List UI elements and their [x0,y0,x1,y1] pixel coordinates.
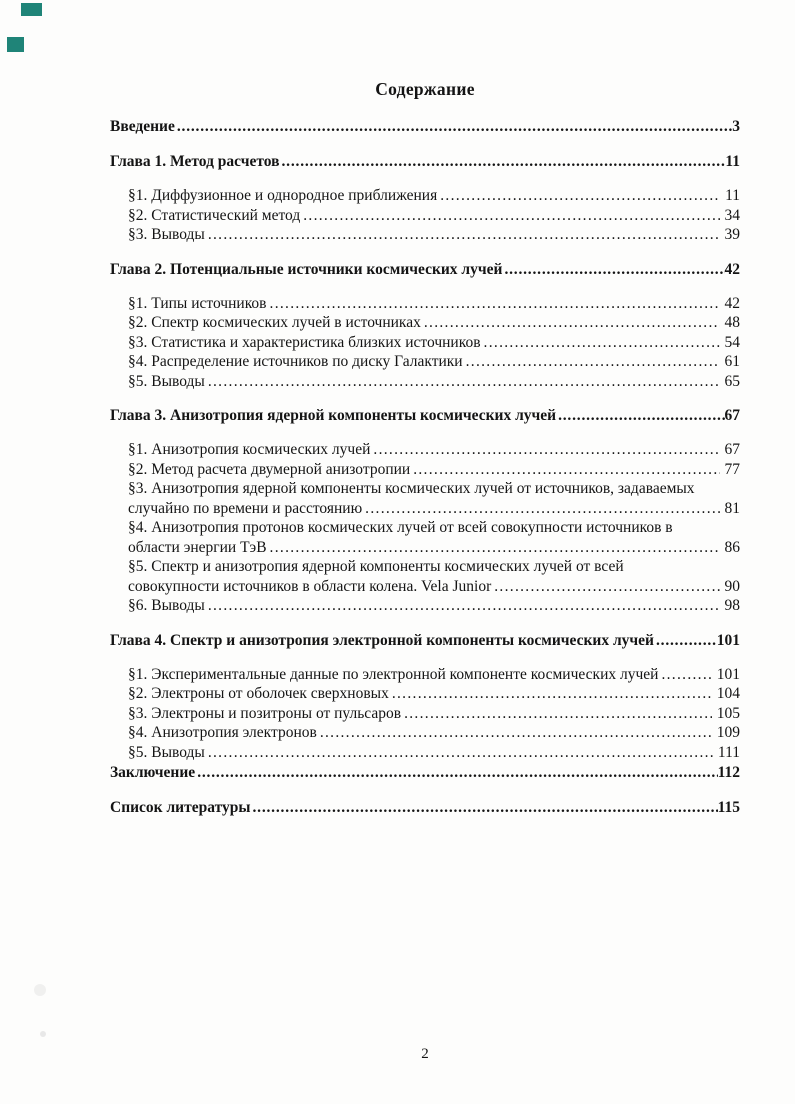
toc-entry-row [128,596,740,616]
toc-entry-text: §3. Статистика и характеристика близких источников [128,333,481,351]
toc-entry [110,372,740,392]
toc-page-ref: 54 [724,333,740,351]
toc-entry-text: Глава 2. Потенциальные источники космических лучей [110,260,503,278]
toc-entry [110,630,740,651]
toc-entry-text: §4. Анизотропия электронов [128,724,317,741]
toc-entry-text: §3. Анизотропия ядерной компоненты космических лучей от источников, задаваемых [128,480,695,497]
toc-page-ref: 77 [724,460,740,478]
toc-entry-text: Глава 3. Анизотропия ядерной компоненты космических лучей [110,407,557,424]
toc-entry-row [128,538,740,558]
scan-speck [40,1031,46,1037]
toc-entry [110,704,740,724]
toc-entry-row [128,723,740,743]
dot-leader [208,372,720,392]
toc-entry-row [128,294,740,314]
table-of-contents [110,0,740,818]
toc-entry-text: §2. Спектр космических лучей в источниках [128,314,421,331]
toc-page-ref: 101 [716,631,740,649]
toc-entry [110,797,740,818]
toc-entry [110,479,740,518]
toc-entry [110,518,740,557]
toc-entry-row [110,151,740,172]
toc-entry-row [128,313,740,333]
dot-leader [320,723,712,743]
toc-entry-row [110,630,740,651]
toc-page-ref: 34 [724,206,740,224]
toc-entry-text: Введение [110,118,175,135]
toc-entry-row [128,372,740,392]
toc-entry-text: §3. Выводы [128,226,205,243]
toc-entry [110,151,740,172]
toc-entry-text: совокупности источников в области колена. Vela Junior [128,577,492,595]
toc-entry-text: §5. Выводы [128,743,205,761]
toc-page-ref: 109 [716,724,740,741]
toc-entry [110,294,740,314]
toc-entry-text: Список литературы [110,799,251,816]
toc-entry-row [110,797,740,818]
toc-entry-row [110,116,740,137]
dot-leader [365,499,719,519]
toc-entry-text: §3. Электроны и позитроны от пульсаров [128,704,402,722]
dot-leader [252,797,717,818]
dot-leader [270,538,720,558]
toc-entry-text: §2. Статистический метод [128,206,301,224]
toc-entry-text: Глава 4. Спектр и анизотропия электронной компоненты космических лучей [110,631,654,649]
toc-page-ref: 11 [725,187,740,204]
toc-entry-text: области энергии ТэВ [128,538,267,556]
toc-entry [110,313,740,333]
toc-entry [110,206,740,226]
toc-entry-row [128,333,740,353]
toc-page-ref: 115 [717,799,740,816]
toc-entry [110,440,740,460]
scan-color-artifact [21,3,42,16]
toc-page-ref: 98 [724,597,740,614]
toc-page-ref: 67 [724,407,740,424]
dot-leader [558,405,724,426]
toc-entry-row [128,665,740,685]
toc-entry-text: §6. Выводы [128,597,205,614]
toc-entry [110,225,740,245]
toc-entry-row [128,518,740,538]
toc-entry-row [128,577,740,597]
toc-page-ref: 67 [724,441,740,458]
toc-page-ref: 42 [724,294,740,312]
toc-entry-row [110,259,740,280]
toc-entry-text: Заключение [110,764,196,781]
dot-leader [466,352,720,372]
toc-entry-text: §2. Электроны от оболочек сверхновых [128,685,389,702]
toc-entry [110,352,740,372]
toc-entry-row [128,440,740,460]
dot-leader [424,313,720,333]
dot-leader [484,333,720,353]
toc-entry [110,116,740,137]
toc-entry [110,743,740,763]
toc-page-ref: 3 [732,118,740,135]
toc-entry-row [128,499,740,519]
toc-entry [110,333,740,353]
dot-leader [494,577,719,597]
dot-leader [440,186,720,206]
toc-entry-row [128,225,740,245]
dot-leader [504,259,724,280]
dot-leader [303,206,719,226]
toc-entry-text: §4. Анизотропия протонов космических лучей от всей совокупности источников в [128,519,673,536]
toc-entry-text: §2. Метод расчета двумерной анизотропии [128,460,411,478]
toc-page-ref: 65 [724,372,740,390]
toc-page-ref: 101 [716,665,740,683]
toc-entry-text: Глава 1. Метод расчетов [110,153,280,170]
toc-entry-row [128,557,740,577]
toc-entry-text: §1. Экспериментальные данные по электронной компоненте космических лучей [128,665,659,683]
scan-speck [34,984,46,996]
toc-entry-text: §1. Типы источников [128,294,267,312]
toc-entry-text: §5. Спектр и анизотропия ядерной компоненты космических лучей от всей [128,558,624,575]
toc-entry-row [128,206,740,226]
toc-page-ref: 86 [724,538,740,556]
dot-leader [373,440,719,460]
toc-entry [110,186,740,206]
dot-leader [661,665,711,685]
page-number: 2 [421,1046,429,1062]
dot-leader [282,151,726,172]
toc-entry-row [128,479,740,499]
toc-entry-row [128,684,740,704]
toc-page-ref: 81 [724,499,740,517]
toc-page-ref: 61 [724,353,740,370]
toc-page-ref: 112 [717,764,740,781]
dot-leader [413,460,719,480]
toc-entry-row [110,762,740,783]
toc-page-ref: 48 [724,314,740,331]
toc-page-ref: 42 [724,260,740,278]
toc-entry-row [128,352,740,372]
toc-entry-row [128,704,740,724]
toc-entry [110,259,740,280]
toc-entry-text: случайно по времени и расстоянию [128,499,363,517]
toc-entry [110,596,740,616]
dot-leader [656,630,717,651]
scan-color-artifact [7,37,24,52]
toc-entry [110,557,740,596]
toc-page-ref: 104 [716,685,740,702]
dot-leader [177,116,732,137]
toc-page-ref: 39 [724,226,740,243]
toc-entry-text: §1. Анизотропия космических лучей [128,441,371,458]
toc-entry-text: §1. Диффузионное и однородное приближения [128,187,438,204]
toc-entry [110,405,740,426]
toc-entry-list [110,116,740,818]
dot-leader [208,225,720,245]
toc-entry [110,665,740,685]
toc-page-ref: 90 [724,577,740,595]
dot-leader [208,596,720,616]
toc-page-ref: 105 [716,704,740,722]
toc-entry [110,460,740,480]
toc-entry-row [110,405,740,426]
dot-leader [208,743,713,763]
toc-page-ref: 111 [717,743,740,761]
dot-leader [270,294,720,314]
toc-entry-row [128,743,740,763]
toc-entry [110,762,740,783]
toc-entry [110,684,740,704]
dot-leader [392,684,712,704]
dot-leader [404,704,712,724]
toc-title: Содержание [375,79,475,99]
toc-entry-row [128,460,740,480]
dot-leader [197,762,717,783]
toc-entry-text: §4. Распределение источников по диску Галактики [128,353,463,370]
toc-page-ref: 11 [725,153,740,170]
toc-entry [110,723,740,743]
toc-entry-text: §5. Выводы [128,372,205,390]
toc-entry-row [128,186,740,206]
